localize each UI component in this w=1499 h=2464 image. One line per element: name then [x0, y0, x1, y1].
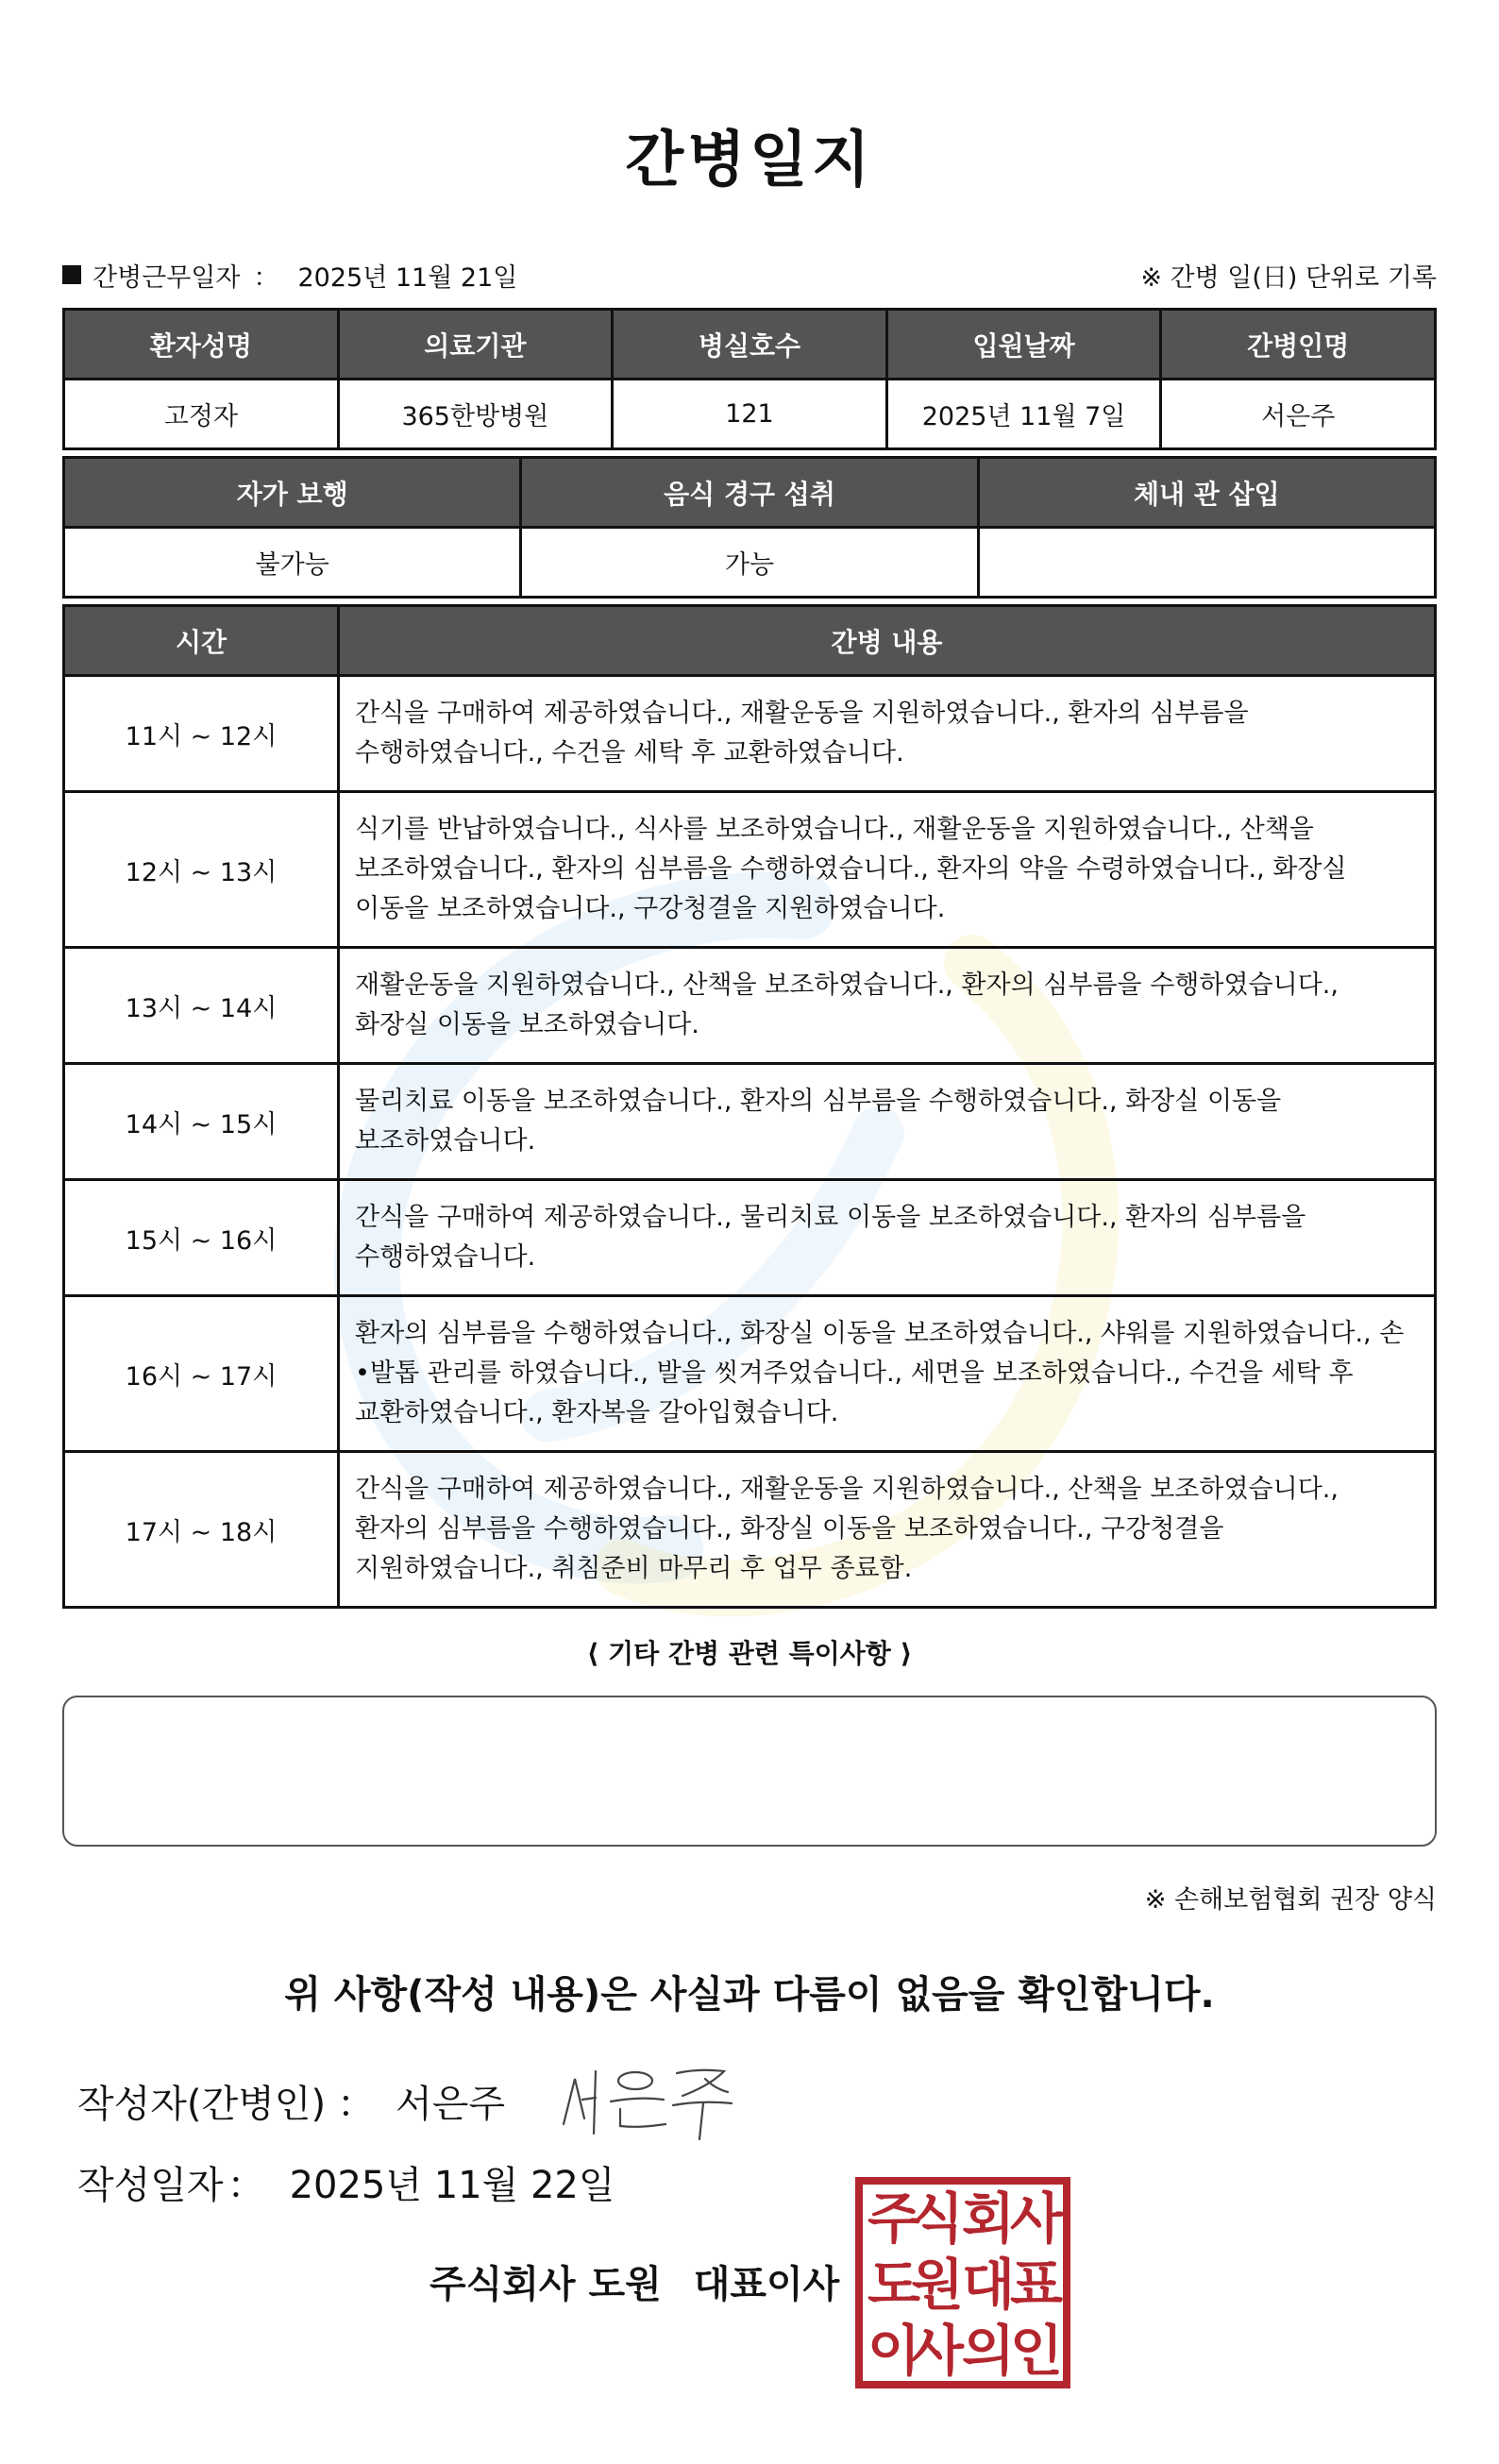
svg-text:사: 사: [1009, 2186, 1064, 2251]
table-row: [64, 676, 1436, 792]
writer-row: [62, 2058, 1437, 2143]
work-date-value: 2025년 11월 21일: [297, 262, 518, 293]
writer-colon: ：: [337, 2082, 376, 2126]
content-cell: 식기를 반납하였습니다., 식사를 보조하였습니다., 재활운동을 지원하였습니다., 산책을 보조하였습니다., 환자의 심부름을 수행하였습니다., 환자의 약을 수령하였습니다., 화장실 이동을 보조하였습니다., 구강청결을 지원하였습니다.: [339, 792, 1436, 948]
content-cell: 간식을 구매하여 제공하였습니다., 재활운동을 지원하였습니다., 환자의 심부름을 수행하였습니다., 수건을 세탁 후 교환하였습니다.: [339, 676, 1436, 792]
svg-text:식: 식: [910, 2186, 965, 2251]
patient-status-table: [62, 456, 1437, 599]
table-row: [64, 1064, 1436, 1180]
form-source-note: ※ 손해보험협회 권장 양식: [1144, 1885, 1437, 1915]
admission-date: 2025년 11월 7일: [886, 380, 1161, 449]
company-title: 대표이사: [693, 2263, 840, 2306]
page-title: 간병일지: [625, 126, 874, 195]
patient-info-table: [62, 308, 1437, 450]
header-oral-intake: 음식 경구 섭취: [521, 458, 978, 528]
work-date: [62, 257, 517, 294]
svg-text:인: 인: [1009, 2319, 1064, 2383]
content-cell: 환자의 심부름을 수행하였습니다., 화장실 이동을 보조하였습니다., 샤워를 지원하였습니다., 손•발톱 관리를 하였습니다., 발을 씻겨주었습니다., 세면을 보조하였습니다., 수건을 세탁 후 교환하였습니다., 환자복을 갈아입혔습니다.: [339, 1296, 1436, 1452]
table-row: [64, 792, 1436, 948]
svg-text:이: 이: [867, 2319, 921, 2383]
caregiver-name: 서은주: [1161, 380, 1436, 449]
hospital: 365한방병원: [338, 380, 613, 449]
svg-text:원: 원: [910, 2253, 965, 2317]
handwritten-signature-icon: [547, 2058, 735, 2143]
svg-text:주: 주: [867, 2186, 921, 2251]
patient-name: 고정자: [64, 380, 339, 449]
svg-text:표: 표: [1009, 2253, 1064, 2317]
writer-name: 서은주: [396, 2082, 505, 2126]
company-name: 주식회사 도원: [429, 2263, 662, 2306]
written-date-colon: ：: [227, 2163, 265, 2207]
header-room: 병실호수: [613, 310, 887, 380]
content-cell: 간식을 구매하여 제공하였습니다., 재활운동을 지원하였습니다., 산책을 보조하였습니다., 환자의 심부름을 수행하였습니다., 화장실 이동을 보조하였습니다., 구강청결을 지원하였습니다., 취침준비 마무리 후 업무 종료함.: [339, 1452, 1436, 1608]
time-cell: 13시 ~ 14시: [64, 948, 339, 1064]
svg-text:대: 대: [961, 2253, 1016, 2317]
meta-row: [62, 245, 1437, 304]
header-tube: 체내 관 삽입: [978, 458, 1435, 528]
work-date-label: 간병근무일자: [93, 262, 241, 293]
svg-text:회: 회: [961, 2186, 1016, 2251]
content-cell: 물리치료 이동을 보조하였습니다., 환자의 심부름을 수행하였습니다., 화장실 이동을 보조하였습니다.: [339, 1064, 1436, 1180]
tube-value: [978, 528, 1435, 598]
content-cell: 재활운동을 지원하였습니다., 산책을 보조하였습니다., 환자의 심부름을 수행하였습니다., 화장실 이동을 보조하였습니다.: [339, 948, 1436, 1064]
table-row: [64, 1452, 1436, 1608]
work-date-colon: ：: [253, 262, 279, 293]
care-log-table: [62, 604, 1437, 1609]
time-cell: 16시 ~ 17시: [64, 1296, 339, 1452]
header-caregiver-name: 간병인명: [1161, 310, 1436, 380]
svg-text:도: 도: [867, 2253, 921, 2317]
written-date-row: [62, 2149, 1437, 2215]
time-cell: 15시 ~ 16시: [64, 1180, 339, 1296]
walking-value: 불가능: [64, 528, 521, 598]
written-date-value: 2025년 11월 22일: [289, 2163, 615, 2207]
special-notes-box: [62, 1696, 1437, 1847]
time-cell: 14시 ~ 15시: [64, 1064, 339, 1180]
writer-label: 작성자(간병인): [77, 2082, 327, 2126]
header-time: 시간: [64, 606, 339, 676]
header-hospital: 의료기관: [338, 310, 613, 380]
content-cell: 간식을 구매하여 제공하였습니다., 물리치료 이동을 보조하였습니다., 환자의 심부름을 수행하였습니다.: [339, 1180, 1436, 1296]
record-note: ※ 간병 일(日) 단위로 기록: [1140, 262, 1437, 293]
header-patient-name: 환자성명: [64, 310, 339, 380]
svg-text:사: 사: [910, 2319, 965, 2383]
svg-text:의: 의: [961, 2319, 1016, 2383]
header-walking: 자가 보행: [64, 458, 521, 528]
time-cell: 17시 ~ 18시: [64, 1452, 339, 1608]
table-row: [64, 948, 1436, 1064]
company-line: [429, 2254, 839, 2308]
written-date-label: 작성일자: [77, 2163, 224, 2207]
table-row: [64, 1296, 1436, 1452]
header-care-content: 간병 내용: [339, 606, 1436, 676]
time-cell: 11시 ~ 12시: [64, 676, 339, 792]
table-row: [64, 1180, 1436, 1296]
special-notes-title: ⟨ 기타 간병 관련 특이사항 ⟩: [586, 1638, 913, 1669]
time-cell: 12시 ~ 13시: [64, 792, 339, 948]
room-number: 121: [613, 380, 887, 449]
confirmation-statement: 위 사항(작성 내용)은 사실과 다름이 없음을 확인합니다.: [284, 1973, 1215, 2017]
oral-intake-value: 가능: [521, 528, 978, 598]
square-bullet-icon: [62, 265, 81, 284]
header-admission-date: 입원날짜: [886, 310, 1161, 380]
